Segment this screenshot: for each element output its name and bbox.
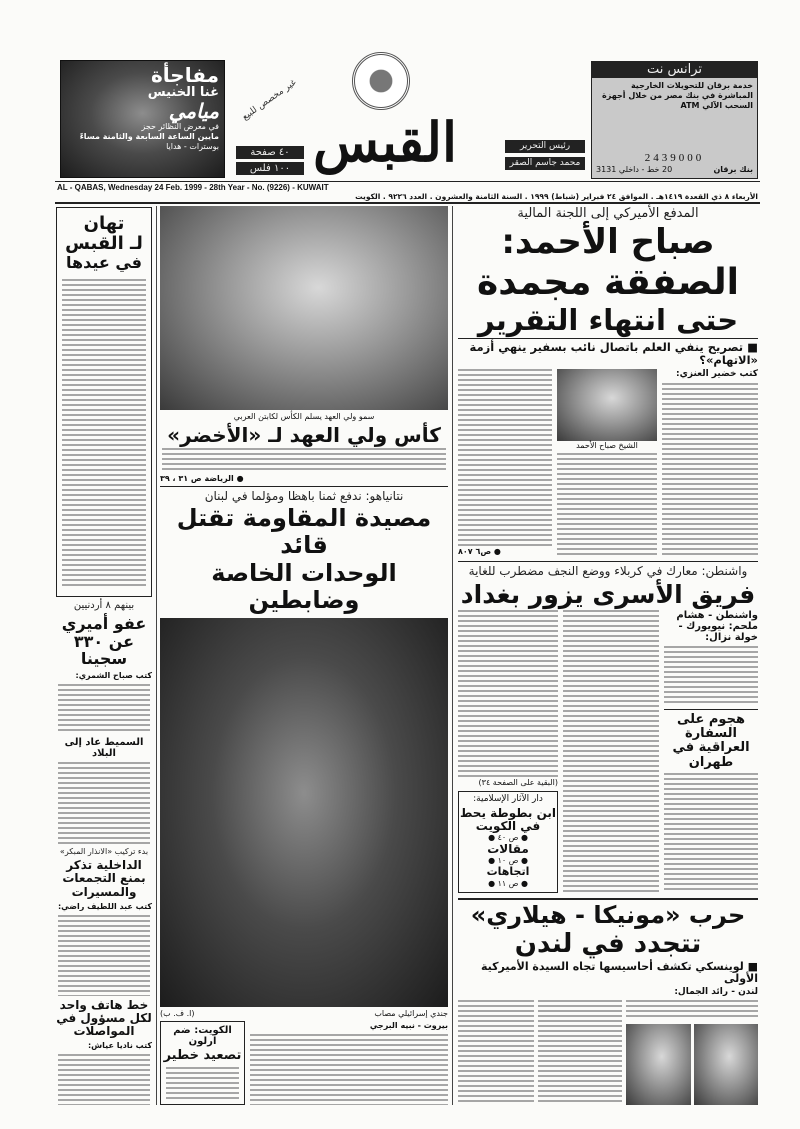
left-column — [56, 207, 152, 1105]
kuwait-body — [166, 1067, 239, 1100]
phone-byline: كتب ناديا عياش: — [87, 1041, 152, 1051]
index-page-2: ● ص ١٠ ● — [488, 856, 528, 866]
lead-body-col-1 — [662, 383, 758, 557]
iraq-rule — [458, 561, 758, 562]
phone-body — [58, 1054, 150, 1105]
index-title: دار الآثار الإسلامية: — [473, 793, 543, 804]
interior-body — [58, 915, 150, 996]
ad-ext: 20 خط - داخلي 3131 — [596, 165, 673, 174]
iraq-byline: واشنطن - هشام ملحم: نيويورك - خولة نزال: — [676, 610, 758, 644]
lead-headline-3: حتى انتهاء التقرير — [477, 302, 739, 337]
tehran-headline: هجوم على السفارة العراقية في طهران — [672, 711, 750, 770]
pardon-headline: عفو أميري عن ٣٣٠ سجينا — [61, 614, 147, 669]
index-trends[interactable]: اتجاهات — [486, 865, 530, 879]
lead-body — [458, 369, 758, 557]
lead-body-col-2 — [557, 453, 657, 557]
center-divider — [452, 206, 453, 1105]
beirut-byline: بيروت - نبيه البرجي — [369, 1021, 448, 1030]
dateline-english: AL - QABAS, Wednesday 24 Feb. 1999 - 28th Year - No. (9226) - KUWAIT — [57, 183, 329, 192]
lebanon-headline-1: مصيدة المقاومة تقتل قائد — [176, 504, 432, 559]
lebanon-headline-2: الوحدات الخاصة وضابطين — [211, 559, 397, 614]
lead-photo-caption: الشيخ صباح الأحمد — [576, 440, 638, 450]
pardon-kicker: بينهم ٨ أردنيين — [73, 600, 135, 611]
iraq-jump: (البقية على الصفحة ٣٤) — [478, 777, 558, 787]
interior-byline: كتب عبد اللطيف راضي: — [57, 901, 152, 911]
index-page-1: ● ص ٤٠ ● — [488, 833, 528, 843]
ad-line-5: مايين الساعة السابعة والثامنة مساءً — [79, 132, 219, 142]
iraq-body — [458, 610, 758, 893]
iraq-body-col-2 — [563, 610, 659, 893]
beirut-body — [250, 1034, 448, 1105]
page-count: ٤٠ صفحة — [236, 146, 304, 159]
iraq-kicker: واشنطن: معارك في كربلاء ووضع النجف مضطرب للغاية — [468, 564, 748, 579]
center-column — [160, 206, 448, 1105]
sumait-body — [58, 762, 150, 843]
kuwait-box — [160, 1021, 245, 1105]
monica-body — [458, 1000, 758, 1105]
not-for-sale-stamp: غير مخصص للبيع — [240, 77, 299, 123]
sports-jump: ● الرياضة ص ٣١ ، ٣٩ — [160, 474, 244, 483]
phone-headline: خط هاتف واحد لكل مسؤول في المواصلات — [56, 997, 152, 1039]
monica-body-col-3 — [458, 1000, 534, 1105]
lead-jump: ● ص٦ ٨٠٧ — [458, 547, 501, 557]
monica-headline-1: حرب «مونيكا - هيلاري» — [470, 900, 746, 929]
monica-rule — [458, 898, 758, 900]
lead-photo — [557, 369, 657, 441]
ad-line-1: مفاجأة — [150, 63, 219, 87]
lebanon-photo-caption: جندي إسرائيلي مصاب — [374, 1009, 448, 1018]
left-ad[interactable] — [60, 60, 225, 178]
ad-bank: بنك برقان — [713, 165, 753, 174]
congrats-box — [56, 207, 152, 597]
editor-label: رئيس التحرير — [505, 140, 585, 153]
iraq-body-col-3 — [458, 610, 558, 778]
ad-line-4: في معرض النظائر حجز — [141, 122, 219, 132]
lead-kicker: المدفع الأميركي إلى اللجنة المالية — [517, 206, 699, 221]
interior-headline: الداخلية تذكر بمنع التجمعات والمسيرات — [62, 858, 146, 899]
index-articles[interactable]: مقالات — [487, 842, 529, 857]
monica-body-col-2 — [538, 1000, 622, 1105]
lead-byline: كتب خضير العنزي: — [676, 368, 758, 379]
ad-body: خدمة برقان للتحويلات الخارجية المباشرة في بنك مصر من خلال أجهزة السحب الآلي ATM — [602, 81, 753, 110]
newspaper-logo: القبس — [313, 110, 457, 174]
kuwait-headline: تصعيد خطير — [163, 1048, 242, 1063]
monica-subhead: ■ لوينسكي تكشف أحاسيسها تجاه السيدة الأميركية الأولى — [480, 959, 758, 985]
ad-line-2: غنا الخنيس — [147, 85, 219, 100]
sports-photo-caption: سمو ولي العهد يسلم الكأس لكابتن العربي — [233, 412, 375, 421]
sumait-headline: السميط عاد إلى البلاد — [64, 737, 144, 760]
ad-line-3: ميامي — [168, 99, 219, 124]
tehran-body — [664, 773, 758, 893]
ad-line-6: بوسترات - هدايا — [166, 142, 219, 152]
interior-kicker: بدء تركيب «الانذار المبكر» — [59, 846, 149, 856]
column-divider — [156, 206, 157, 1105]
right-ad[interactable] — [591, 61, 758, 179]
congrats-title-3: في عيدها — [65, 252, 143, 272]
congrats-body — [62, 279, 146, 588]
lead-body-col-3 — [458, 369, 552, 547]
sports-photo — [160, 206, 448, 410]
sports-headline: كأس ولي العهد لـ «الأخضر» — [167, 423, 441, 447]
congrats-title-1: تهان — [83, 213, 125, 234]
right-column — [458, 206, 758, 1105]
iraq-headline: فريق الأسرى يزور بغداد — [460, 579, 756, 609]
ad-phone: 2439000 — [644, 152, 705, 164]
sports-body — [162, 448, 446, 472]
price: ١٠٠ فلس — [236, 162, 304, 175]
lebanon-kicker: نتانياهو: ندفع ثمنا باهظا ومؤلما في لبنان — [204, 489, 404, 503]
lewinsky-photo — [694, 1024, 759, 1105]
index-page-3: ● ص ١١ ● — [488, 878, 528, 888]
pardon-body — [58, 684, 150, 735]
hillary-photo — [626, 1024, 691, 1105]
editor-name: محمد جاسم الصقر — [505, 157, 585, 170]
lead-subhead: ■ تصريح ينفي العلم باتصال نائب بسفير ينهي أزمة «الاتهام»؟ — [469, 340, 758, 368]
kuwait-kicker: الكويت: ضم ارلون — [173, 1025, 232, 1047]
monica-body-col-1 — [626, 1000, 758, 1020]
monica-headline-2: تتجدد في لندن — [514, 928, 702, 959]
index-headline: ابن بطوطة يحط في الكويت — [459, 805, 557, 834]
top-rule — [55, 181, 760, 182]
lebanon-photo-credit: (ا. ف. ب) — [160, 1009, 195, 1018]
congrats-title-2: لـ القبس — [65, 232, 143, 254]
ad-title: ترانس نت — [592, 62, 757, 78]
dateline-rule — [55, 202, 760, 204]
monica-byline: لندن - رائد الجمال: — [674, 986, 758, 997]
pardon-byline: كتب صباح الشمري: — [75, 670, 152, 680]
sports-rule — [160, 486, 448, 487]
tehran-rule — [664, 709, 758, 710]
lead-headline-1: صباح الأحمد: — [501, 221, 715, 262]
lead-headline-2: الصفقة مجمدة — [477, 261, 739, 303]
index-box[interactable] — [458, 791, 558, 893]
lebanon-photo — [160, 618, 448, 1007]
logo-emblem-icon — [352, 52, 410, 110]
dateline-arabic: الأربعاء ٨ ذي القعدة ١٤١٩هـ . الموافق ٢٤ فبراير (شباط) ١٩٩٩ . السنة الثامنة والعشرون . العدد ٩٢٢٦ . الكويت — [355, 192, 758, 201]
iraq-body-col-1 — [664, 646, 758, 706]
